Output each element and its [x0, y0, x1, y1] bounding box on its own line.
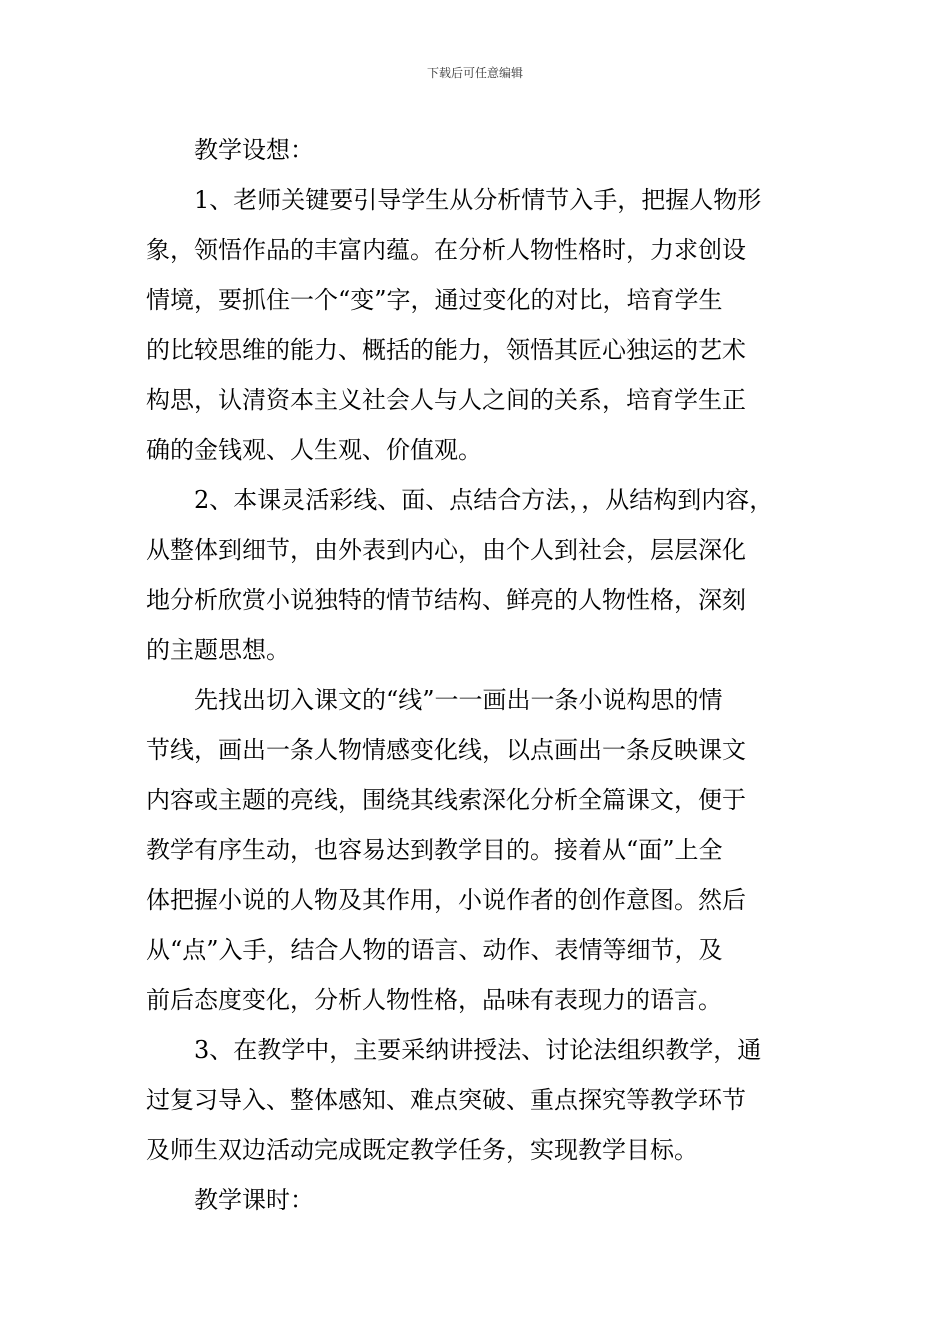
- paragraph-line: 节线，画出一条人物情感变化线，以点画出一条反映课文: [146, 736, 746, 764]
- paragraph-line: 确的金钱观、人生观、价值观。: [146, 436, 482, 464]
- paragraph-line: 的比较思维的能力、概括的能力，领悟其匠心独运的艺术: [146, 336, 746, 364]
- paragraph-line: 2、本课灵活彩线、面、点结合方法，，从结构到内容，: [194, 486, 774, 514]
- paragraph-line: 的主题思想。: [146, 636, 290, 664]
- page-header: 下载后可任意编辑: [426, 66, 523, 80]
- paragraph-line: 前后态度变化，分析人物性格，品味有表现力的语言。: [146, 986, 722, 1014]
- paragraph-line: 先找出切入课文的“线”一一画出一条小说构思的情: [194, 686, 723, 714]
- paragraph-line: 体把握小说的人物及其作用，小说作者的创作意图。然后: [146, 886, 746, 914]
- paragraph-line: 从整体到细节，由外表到内心，由个人到社会，层层深化: [146, 536, 746, 564]
- paragraph-line: 3、在教学中，主要采纳讲授法、讨论法组织教学，通: [194, 1036, 762, 1064]
- paragraph-line: 地分析欣赏小说独特的情节结构、鲜亮的人物性格，深刻: [146, 586, 746, 614]
- paragraph-line: 内容或主题的亮线，围绕其线索深化分析全篇课文，便于: [146, 786, 746, 814]
- paragraph-line: 构思，认清资本主义社会人与人之间的关系，培育学生正: [146, 386, 746, 414]
- heading-class-hours: 教学课时：: [194, 1186, 314, 1214]
- paragraph-line: 过复习导入、整体感知、难点突破、重点探究等教学环节: [146, 1086, 746, 1114]
- heading-teaching-concept: 教学设想：: [194, 136, 314, 164]
- paragraph-line: 情境，要抓住一个“变”字，通过变化的对比，培育学生: [146, 286, 723, 314]
- paragraph-line: 及师生双边活动完成既定教学任务，实现教学目标。: [146, 1136, 698, 1164]
- paragraph-line: 从“点”入手，结合人物的语言、动作、表情等细节，及: [146, 936, 723, 964]
- paragraph-line: 象，领悟作品的丰富内蕴。在分析人物性格时，力求创设: [146, 236, 746, 264]
- paragraph-line: 1、老师关键要引导学生从分析情节入手，把握人物形: [194, 186, 762, 214]
- paragraph-line: 教学有序生动，也容易达到教学目的。接着从“面”上全: [146, 836, 723, 864]
